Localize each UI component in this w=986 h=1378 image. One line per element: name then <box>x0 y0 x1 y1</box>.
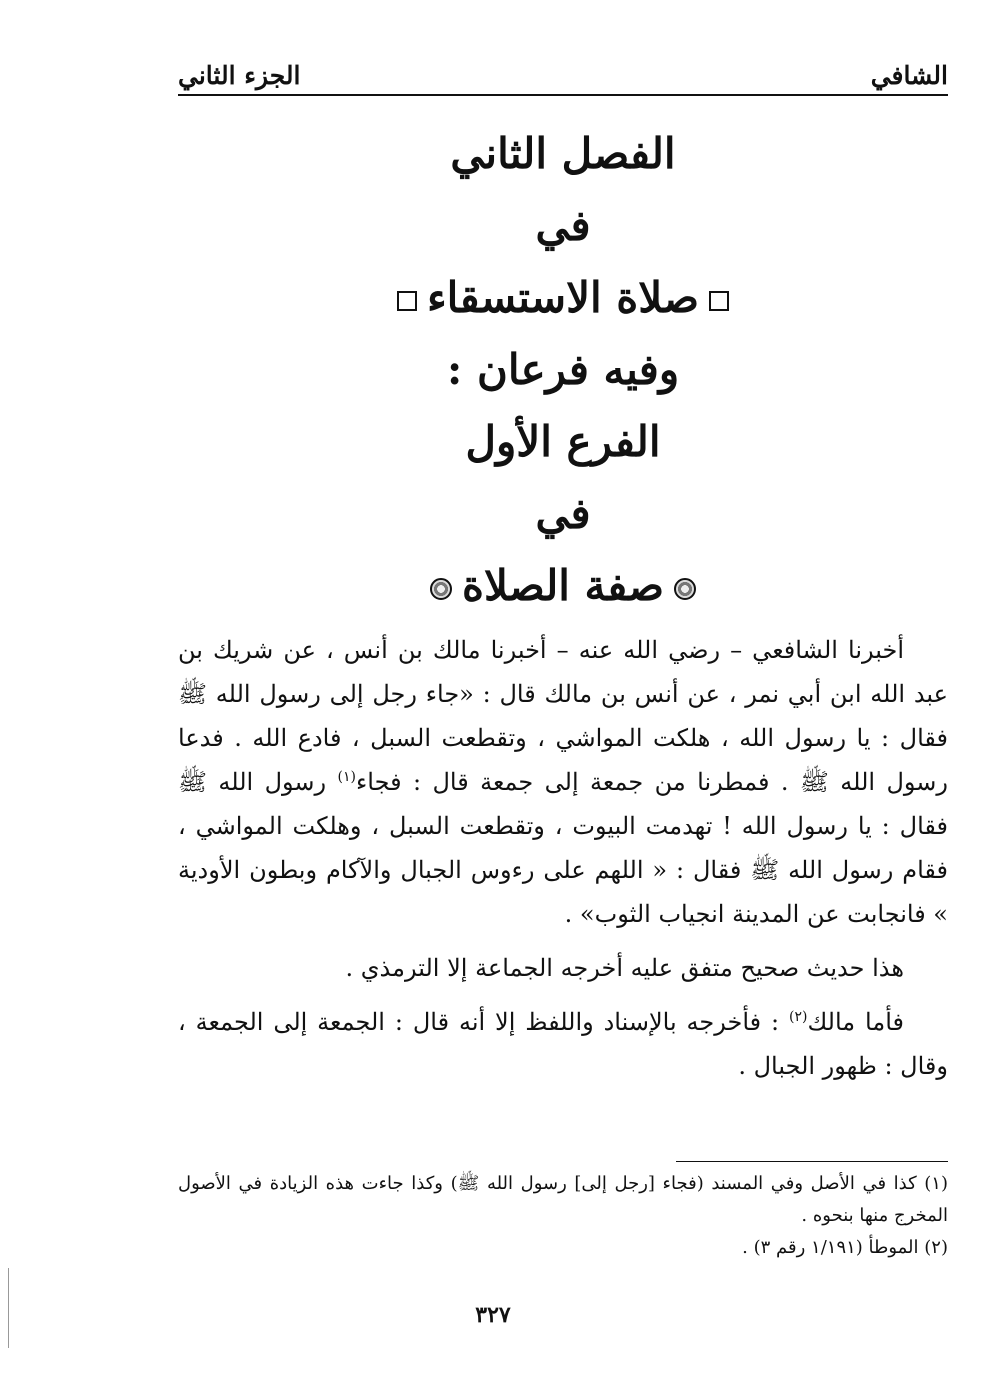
hadith-text: أخبرنا الشافعي – رضي الله عنه – أخبرنا مالك بن أنس ، عن شريك بن عبد الله ابن أبي نمر ، عن أنس بن مالك قال : «جاء رجل إلى رسول الله ﷺ فقال : يا رسول الله ، هلكت المواشي ، وتقطعت السبل ، فادع الله . فدعا رسول الله ﷺ . فمطرنا من جمعة إلى جمعة قال : فجاء <box>178 636 948 796</box>
running-header <box>178 52 948 96</box>
header-volume: الجزء الثاني <box>178 61 301 90</box>
footnote-1: (١) كذا في الأصل وفي المسند (فجاء [رجل إلى] رسول الله ﷺ) وكذا جاءت هذه الزيادة في الأصول المخرج منها بنحوه . <box>178 1173 948 1226</box>
header-book-title: الشافي <box>870 61 948 90</box>
main-text <box>178 628 948 1088</box>
title-fi-1: في <box>535 201 591 250</box>
branch-one-title: الفرع الأول <box>465 417 661 466</box>
footnote-divider <box>676 1161 948 1162</box>
malik-text: فأما مالك <box>807 1008 904 1036</box>
footnote-2: (٢) الموطأ (١/١٩١ رقم ٣) . <box>742 1237 948 1258</box>
footnote-ref-2[interactable]: (٢) <box>788 1009 808 1025</box>
grading-paragraph: هذا حديث صحيح متفق عليه أخرجه الجماعة إلا الترمذي . <box>345 954 904 982</box>
square-ornament-icon <box>397 291 417 311</box>
malik-paragraph <box>178 1000 948 1088</box>
subtopic-title <box>178 550 948 622</box>
chapter-titles <box>178 118 948 622</box>
page-number: ٣٢٧ <box>475 1302 511 1328</box>
hadith-text-continued: رسول الله ﷺ فقال : يا رسول الله ! تهدمت البيوت ، وتقطعت السبل ، وهلكت المواشي ، فقام رسول الله ﷺ فقال : « اللهم على رءوس الجبال والآكام وبطون الأودية » فانجابت عن المدينة انجياب الثوب» . <box>178 768 948 928</box>
branches-title: وفيه فرعان : <box>446 345 680 394</box>
footnotes <box>178 1168 948 1264</box>
hadith-paragraph <box>178 628 948 936</box>
topic-title <box>178 262 948 334</box>
circle-ornament-icon <box>674 578 696 600</box>
topic-title-text: صلاة الاستسقاء <box>426 273 700 322</box>
footnote-ref-1[interactable]: (١) <box>337 769 357 785</box>
circle-ornament-icon <box>430 578 452 600</box>
page-edge-line <box>8 1268 9 1348</box>
square-ornament-icon <box>709 291 729 311</box>
subtopic-title-text: صفة الصلاة <box>461 561 664 610</box>
title-fi-2: في <box>535 489 591 538</box>
malik-text-continued: : فأخرجه بالإسناد واللفظ إلا أنه قال : الجمعة إلى الجمعة ، وقال : ظهور الجبال . <box>178 1008 948 1080</box>
chapter-title: الفصل الثاني <box>450 129 676 178</box>
